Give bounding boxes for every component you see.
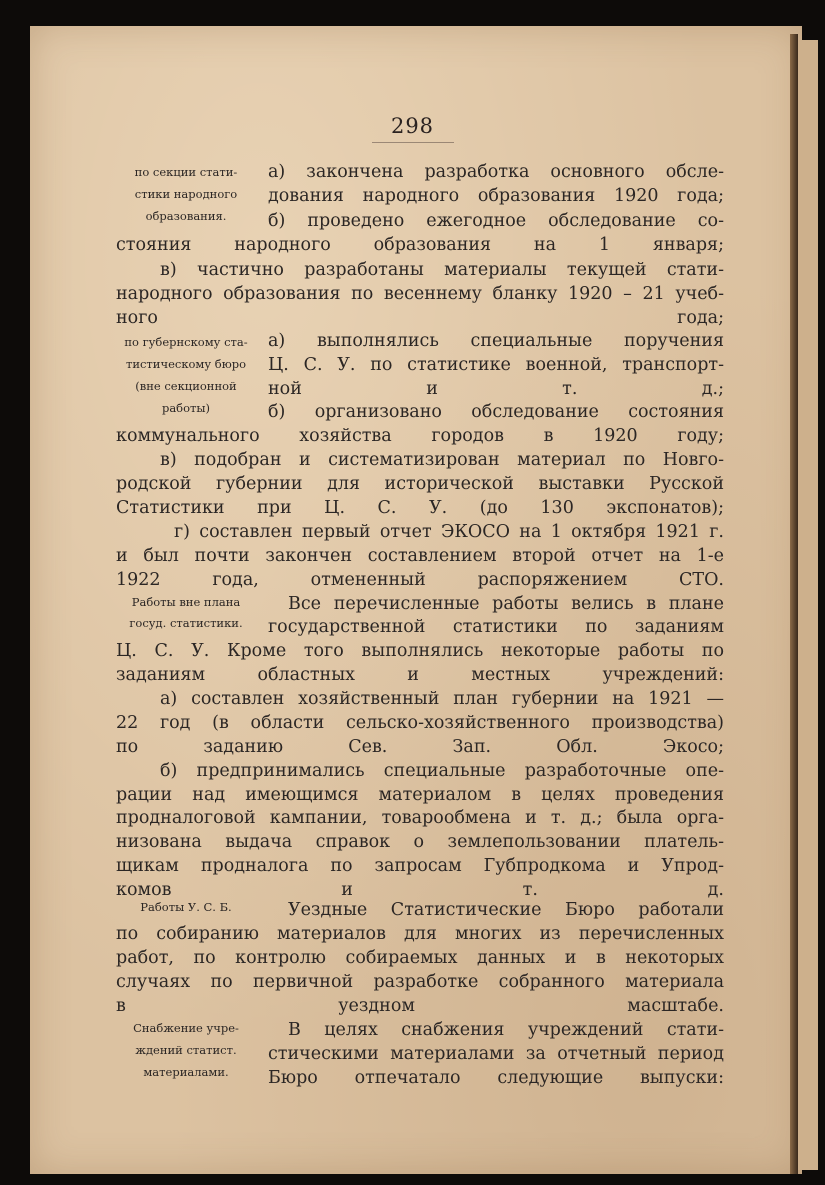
text-line: 1922 года, отмененный распоряжением СТО. bbox=[116, 570, 724, 590]
text-line: Статистики при Ц. С. У. (до 130 экспонатов); bbox=[116, 498, 724, 518]
text-line: продналоговой кампании, товарообмена и т. д.; была орга- bbox=[116, 808, 724, 828]
margin-note-line: работы) bbox=[161, 401, 211, 415]
text-line: г) составлен первый отчет ЭКОСО на 1 октября 1921 г. bbox=[174, 522, 724, 542]
text-line: народного образования по весеннему бланку 1920 – 21 учеб- bbox=[116, 284, 724, 304]
margin-note-line: образования. bbox=[145, 209, 227, 223]
margin-note-line: госуд. статистики. bbox=[129, 616, 243, 630]
margin-note-line: по губернскому ста- bbox=[124, 335, 248, 349]
text-line: заданиям областных и местных учреждений: bbox=[116, 665, 724, 685]
text-line: родской губернии для исторической выставки Русской bbox=[116, 474, 724, 494]
text-line: государственной статистики по заданиям bbox=[268, 617, 724, 637]
text-line: стическими материалами за отчетный период bbox=[268, 1044, 724, 1064]
text-line: работ, по контролю собираемых данных и в некоторых bbox=[116, 948, 724, 968]
margin-note-line: Снабжение учре- bbox=[133, 1021, 239, 1035]
text-line: и был почти закончен составлением второй отчет на 1-е bbox=[116, 546, 724, 566]
book-gutter bbox=[790, 34, 798, 1174]
text-line: по собиранию материалов для многих из перечисленных bbox=[116, 924, 724, 944]
text-line: рации над имеющимся материалом в целях проведения bbox=[116, 785, 724, 805]
text-line: ного года; bbox=[116, 308, 724, 328]
text-line: ной и т. д.; bbox=[268, 379, 724, 399]
text-line: б) организовано обследование состояния bbox=[268, 402, 724, 422]
text-line: в уездном масштабе. bbox=[116, 996, 724, 1016]
text-line: по заданию Сев. Зап. Обл. Экосо; bbox=[116, 737, 724, 757]
text-line: комов и т. д. bbox=[116, 880, 724, 900]
text-line: а) закончена разработка основного обсле- bbox=[268, 162, 724, 182]
text-line: стояния народного образования на 1 января; bbox=[116, 235, 724, 255]
page-number-rule bbox=[372, 142, 454, 143]
text-line: Уездные Статистические Бюро работали bbox=[288, 900, 724, 920]
text-line: Ц. С. У. Кроме того выполнялись некоторые работы по bbox=[116, 641, 724, 661]
text-line: Бюро отпечатало следующие выпуски: bbox=[268, 1068, 724, 1088]
text-line: В целях снабжения учреждений стати- bbox=[288, 1020, 724, 1040]
text-line: случаях по первичной разработке собранного материала bbox=[116, 972, 724, 992]
margin-note-line: Работы вне плана bbox=[131, 595, 241, 609]
text-line: Все перечисленные работы велись в плане bbox=[288, 594, 724, 614]
text-line: дования народного образования 1920 года; bbox=[268, 186, 724, 206]
margin-note-line: стики народного bbox=[134, 187, 238, 201]
text-line: а) выполнялись специальные поручения bbox=[268, 331, 724, 351]
facing-page-edge bbox=[798, 40, 818, 1170]
text-line: б) проведено ежегодное обследование со- bbox=[268, 211, 724, 231]
text-line: щикам продналога по запросам Губпродкома и Упрод- bbox=[116, 856, 724, 876]
margin-note-line: (вне секционной bbox=[135, 379, 237, 393]
margin-note-line: Работы У. С. Б. bbox=[140, 900, 232, 914]
text-line: в) подобран и систематизирован материал по Новго- bbox=[160, 450, 724, 470]
text-line: Ц. С. У. по статистике военной, транспорт- bbox=[268, 355, 724, 375]
page-number: 298 bbox=[390, 114, 435, 138]
text-line: а) составлен хозяйственный план губернии на 1921 — bbox=[160, 689, 724, 709]
text-line: 22 год (в области сельско-хозяйственного производства) bbox=[116, 713, 724, 733]
margin-note-line: материалами. bbox=[143, 1065, 229, 1079]
text-line: коммунального хозяйства городов в 1920 году; bbox=[116, 426, 724, 446]
text-line: в) частично разработаны материалы текущей стати- bbox=[160, 260, 724, 280]
margin-note-line: ждений статист. bbox=[135, 1043, 237, 1057]
margin-note-line: тистическому бюро bbox=[125, 357, 247, 371]
margin-note-line: по секции стати- bbox=[134, 165, 238, 179]
text-line: низована выдача справок о землепользовании платель- bbox=[116, 832, 724, 852]
text-line: б) предпринимались специальные разработочные опе- bbox=[160, 761, 724, 781]
